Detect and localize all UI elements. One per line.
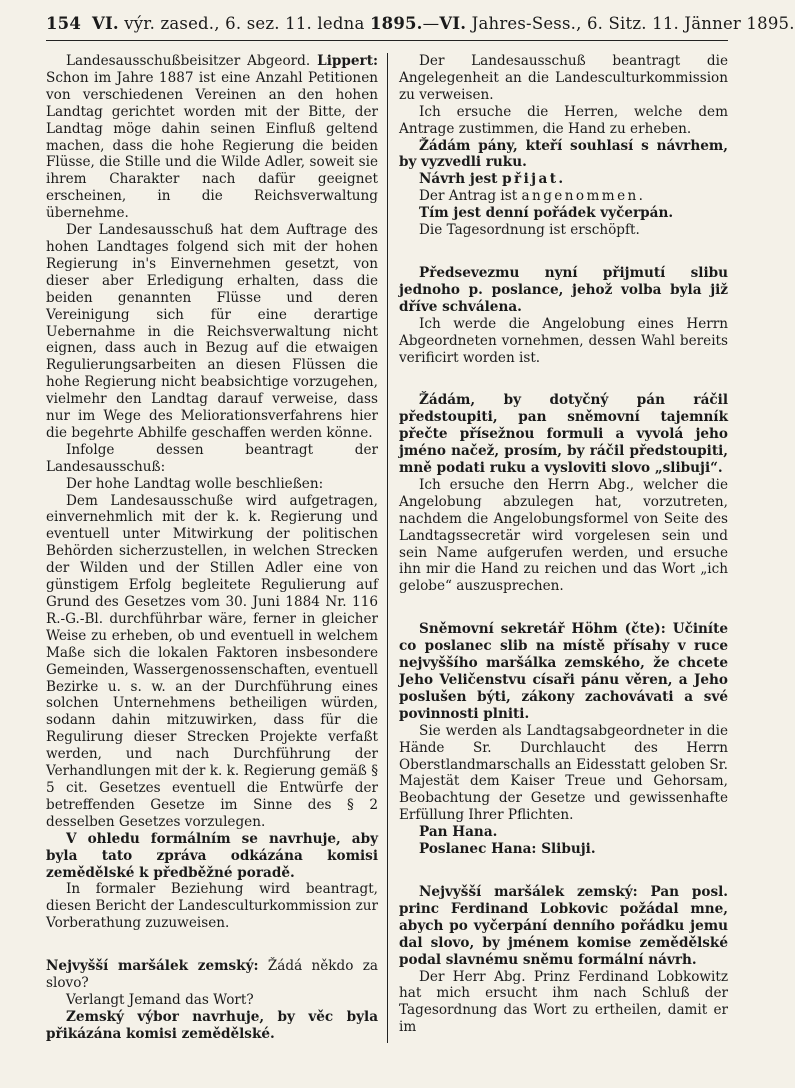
speaker-title: Poslanec: [419, 841, 487, 858]
left-paragraph-1: [46, 53, 378, 222]
right-paragraph-17: Der Herr Abg. Prinz Ferdinand Lobkowitz hat mich ersucht ihm nach Schluß der Tagesordnung das Wort zu ertheilen, damit er im: [399, 968, 728, 1036]
right-paragraph-3: Žádám pány, kteří souhlasí s návrhem, by vyzvedli ruku.: [399, 137, 728, 171]
paragraph-text: Schon im Jahre 1887 ist eine Anzahl Petitionen von verschiedenen Vereinen an den hohen Landtag gerichtet worden mit der Bitte, der Landtag möge dahin seinen Einfluß geltend machen, dass die hohe Regierung die beiden Flüsse, die Stille und die Wilde Adler, soweit sie ihrem Charakter nach dafür geeignet erscheinen, in die Reichsverwaltung übernehme.: [46, 69, 378, 222]
spaced-word: přijat.: [502, 171, 566, 188]
right-paragraph-13: Sie werden als Landtagsabgeordneter in die Hände Sr. Durchlaucht des Herrn Oberstlandmarschalls an Eidesstatt geloben Sr. Majestät dem Kaiser Treue und Gehorsam, Beobachtung der Gesetze und gewissenhafte Erfüllung Ihrer Pflichten.: [399, 722, 728, 824]
left-paragraph-7: In formaler Beziehung wird beantragt, diesen Bericht der Landesculturkommission zur Vorberathung zuzuweisen.: [46, 881, 378, 932]
right-paragraph-9: Ich werde die Angelobung eines Herrn Abgeordneten vornehmen, dessen Wahl bereits verificirt worden ist.: [399, 315, 728, 366]
header-right: [439, 14, 794, 33]
header-left-volume: VI.: [91, 14, 119, 33]
right-paragraph-7: Die Tagesordnung ist erschöpft.: [419, 222, 640, 239]
speaker-title: Landesausschußbeisitzer Abgeord.: [66, 53, 311, 69]
speaker-name: Lippert:: [317, 53, 378, 69]
right-paragraph-4: [399, 171, 728, 188]
paragraph-text: Slibuji.: [541, 841, 596, 858]
speaker-title: Sněmovní sekretář: [419, 621, 565, 638]
spaced-word: angenommen.: [521, 188, 646, 205]
header-left: [46, 14, 423, 33]
right-paragraph-5: [399, 188, 728, 205]
left-paragraph-4: Der hohe Landtag wolle beschließen:: [66, 475, 324, 492]
header-right-session: Jahres-Sess., 6. Sitz. 11. Jänner 1895.: [471, 14, 795, 33]
header-dash: —: [422, 14, 440, 33]
right-paragraph-14: Pan Hana.: [419, 824, 498, 841]
speaker-note: (čte):: [624, 621, 666, 638]
right-paragraph-15: [399, 841, 728, 858]
left-paragraph-8: [46, 958, 378, 992]
right-paragraph-11: Ich ersuche den Herrn Abg., welcher die Angelobung abzulegen hat, vorzutreten, nachdem die Angelobungsformel von Seite des Landtagssecretär wird vorgelesen sein und sein Name aufgerufen werden, und ersuche ihn mir die Hand zu reichen und das Wort „ich gelobe“ auszusprechen.: [399, 476, 728, 595]
right-paragraph-8: Předsevezmu nyní přijmutí slibu jednoho p. poslance, jehož volba byla již dříve schválena.: [399, 264, 728, 315]
left-column: [46, 53, 387, 1043]
right-column: [387, 53, 728, 1043]
header-left-year: 1895.: [369, 14, 423, 33]
paragraph-text: Učiníte co poslanec slib na místě přísahy v ruce nejvyššího maršálka zemského, že chcete Jeho Veličenstvu císaři pánu věren, a Jeho poslušen býti, zákony zachovávati a své povinnosti plniti.: [399, 621, 729, 722]
two-column-body: [46, 53, 728, 1043]
left-paragraph-9: Verlangt Jemand das Wort?: [66, 991, 254, 1008]
left-paragraph-5: Dem Landesausschuße wird aufgetragen, einvernehmlich mit der k. k. Regierung und eventuell unter Mitwirkung der politischen Behörden sicherzustellen, in welchen Strecken der Wilden und der Stillen Adler eine von günstigem Erfolg begleitete Regulierung auf Grund des Gesetzes vom 30. Juni 1884 Nr. 116 R.-G.-Bl. durchführbar wäre, ferner in gleicher Weise zu erheben, ob und eventuell in welchem Maße sich die lokalen Faktoren insbesondere Gemeinden, Wassergenossenschaften, eventuell Bezirke u. s. w. an der Durchführung eines solchen Unternehmens betheiligen würden, sodann dahin mitzuwirken, dass für die Regulirung dieser Strecken Projekte verfaßt werden, und nach Durchführung der Verhandlungen mit der k. k. Regierung gemäß § 5 cit. Gesetzes eventuell die Entwürfe der betreffenden Gesetze im Sinne des § 2 desselben Gesetzes vorzulegen.: [46, 492, 378, 830]
left-paragraph-3: Infolge dessen beantragt der Landesausschuß:: [46, 441, 378, 475]
right-paragraph-6: Tím jest denní pořádek vyčerpán.: [419, 205, 674, 222]
left-paragraph-6: V ohledu formálním se navrhuje, aby byla tato zpráva odkázána komisi zemědělské k předběžné poradě.: [46, 830, 378, 881]
paragraph-text: Žádá někdo za slovo?: [46, 958, 378, 992]
right-paragraph-10: Žádám, by dotyčný pán ráčil předstoupiti, pan sněmovní tajemník přečte přísežnou formuli a vyvolá jeho jméno načež, prosím, by ráčil předstoupiti, mně podati ruku a vysloviti slovo „slibuji“.: [399, 392, 728, 477]
header-left-session: výr. zased., 6. sez. 11. ledna: [124, 14, 365, 33]
running-header: [46, 14, 795, 41]
right-paragraph-2: Ich ersuche die Herren, welche dem Antrage zustimmen, die Hand zu erheben.: [399, 103, 728, 137]
right-paragraph-12: [399, 621, 728, 722]
speaker-name: Nejvyšší maršálek zemský:: [419, 883, 638, 900]
left-paragraph-2: Der Landesausschuß hat dem Auftrage des hohen Landtages folgend sich mit der hohen Regierung in's Einvernehmen gesetzt, von dieser aber Erledigung erhalten, dass die beiden genannten Flüsse und deren Vereinigung sich für eine derartige Uebernahme in die Reichsverwaltung nicht eignen, dass auch in Bezug auf die etwaigen Regulierungsarbeiten an diesen Flüssen die hohe Regierung nicht beabsichtige vorzugehen, vielmehr den Landtag darauf verweise, dass nur im Wege des Meliorationsverfahrens hier die begehrte Abhilfe geschaffen werden könne.: [46, 222, 378, 441]
right-paragraph-16: [399, 884, 728, 969]
page-number: 154: [46, 14, 82, 33]
speaker-name: Nejvyšší maršálek zemský:: [46, 958, 259, 975]
paragraph-text: Návrh jest: [419, 171, 498, 188]
paragraph-text: Der Antrag ist: [419, 188, 518, 205]
paragraph-text: Pan posl. princ Ferdinand Lobkovic požádal mne, abych po vyčerpání denního pořádku jemu dal slovo, by jménem komise zemědělské podal slavnému sněmu formální návrh.: [399, 883, 729, 968]
right-paragraph-1: Der Landesausschuß beantragt die Angelegenheit an die Landesculturkommission zu verweisen.: [399, 53, 728, 103]
speaker-name: Hana:: [491, 841, 537, 858]
speaker-name: Höhm: [571, 621, 618, 638]
left-paragraph-10: Zemský výbor navrhuje, by věc byla přikázána komisi zemědělské.: [46, 1008, 378, 1042]
header-right-volume: VI.: [439, 14, 467, 33]
